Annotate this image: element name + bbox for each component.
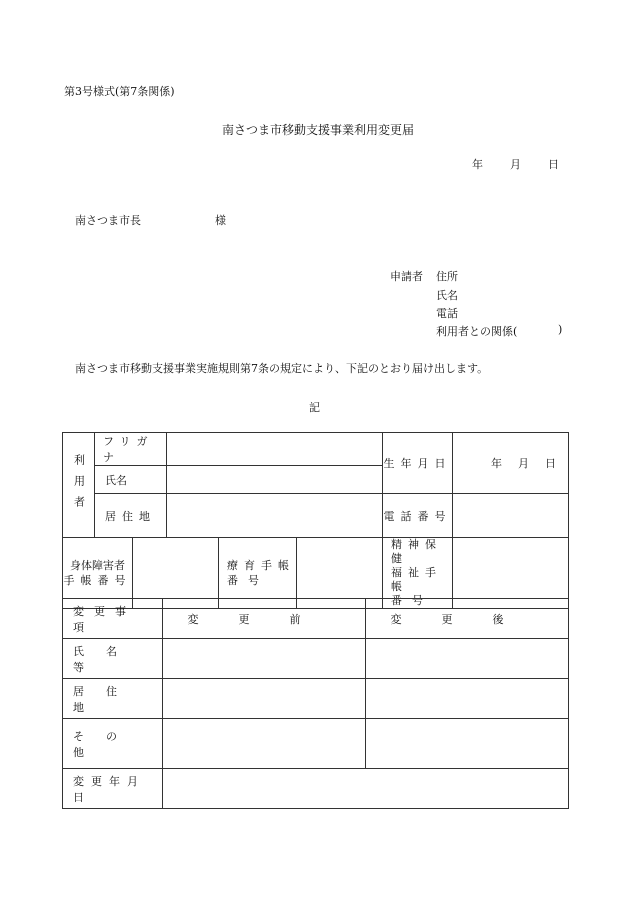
change-before-header bbox=[163, 599, 366, 639]
change-row-label-other-text: その他 bbox=[73, 729, 139, 759]
disability-label-2: 手帳番号 bbox=[63, 574, 132, 587]
name-label-text: 氏名 bbox=[105, 473, 127, 487]
change-row-name-after[interactable] bbox=[366, 639, 569, 679]
change-row-other-after[interactable] bbox=[366, 719, 569, 769]
birth-label-cell bbox=[383, 433, 453, 494]
birth-month: 月 bbox=[518, 457, 530, 470]
ki-heading: 記 bbox=[309, 401, 320, 414]
change-item-header-text bbox=[73, 603, 152, 635]
applicant-relation-label: 利用者との関係( bbox=[436, 325, 518, 338]
mental-label-3: 番号 bbox=[391, 594, 434, 607]
applicant-name-label: 氏名 bbox=[436, 289, 458, 302]
date-year: 年 bbox=[472, 158, 483, 171]
name-label bbox=[95, 472, 166, 488]
birth-day: 日 bbox=[545, 457, 557, 470]
document-title: 南さつま市移動支援事業利用変更届 bbox=[222, 123, 415, 137]
birth-label: 生年月日 bbox=[383, 457, 452, 470]
addressee-honorific: 様 bbox=[215, 214, 226, 227]
change-row-label-address-text: 居住地 bbox=[73, 684, 139, 714]
date-day: 日 bbox=[548, 158, 559, 171]
statement-text: 南さつま市移動支援事業実施規則第7条の規定により、下記のとおり届け出します。 bbox=[75, 362, 489, 375]
name-label-cell bbox=[95, 466, 167, 494]
mental-label-1: 精神保健 bbox=[391, 538, 443, 565]
applicant-relation-close: ) bbox=[558, 323, 563, 336]
address-label: 居住地 bbox=[105, 509, 156, 523]
furigana-label-cell bbox=[95, 433, 167, 466]
ryoiku-label-2: 番号 bbox=[227, 574, 270, 587]
change-after-header-label: 変更後 bbox=[390, 612, 544, 626]
change-row-address-after[interactable] bbox=[366, 679, 569, 719]
addressee-name: 南さつま市長 bbox=[75, 214, 141, 227]
change-item-header-label: 変更事項 bbox=[73, 604, 136, 634]
applicant-phone-label: 電話 bbox=[436, 307, 458, 320]
change-date-value[interactable] bbox=[163, 769, 569, 809]
user-label-cell bbox=[63, 433, 95, 538]
change-row-label-other bbox=[63, 719, 163, 769]
disability-label-1: 身体障害者 bbox=[70, 559, 125, 572]
change-row-address-before[interactable] bbox=[163, 679, 366, 719]
change-after-header bbox=[366, 599, 569, 639]
ryoiku-label-1: 療育手帳 bbox=[227, 559, 296, 572]
address-label-cell bbox=[95, 494, 167, 538]
date-month: 月 bbox=[510, 158, 521, 171]
user-info-table bbox=[62, 432, 569, 609]
change-table bbox=[62, 598, 569, 809]
birth-value[interactable] bbox=[453, 433, 569, 494]
change-before-header-label: 変更前 bbox=[187, 612, 341, 626]
change-date-label-text: 変更年月日 bbox=[73, 774, 145, 804]
change-row-label-address bbox=[63, 679, 163, 719]
change-item-header bbox=[63, 599, 163, 639]
change-row-label-name bbox=[63, 639, 163, 679]
furigana-value[interactable] bbox=[167, 433, 383, 466]
phone-value[interactable] bbox=[453, 494, 569, 538]
change-date-label bbox=[63, 769, 163, 809]
applicant-label: 申請者 bbox=[390, 270, 423, 283]
date-line bbox=[472, 156, 559, 172]
phone-label: 電話番号 bbox=[383, 509, 452, 523]
address-value[interactable] bbox=[167, 494, 383, 538]
change-row-other-before[interactable] bbox=[163, 719, 366, 769]
user-label: 利用者 bbox=[72, 453, 86, 517]
change-row-name-before[interactable] bbox=[163, 639, 366, 679]
birth-year: 年 bbox=[491, 457, 503, 470]
form-number: 第3号様式(第7条関係) bbox=[64, 85, 175, 98]
change-row-label-name-text: 氏名等 bbox=[73, 644, 139, 674]
applicant-address-label: 住所 bbox=[436, 270, 458, 283]
mental-label-2: 福祉手帳 bbox=[391, 566, 443, 593]
furigana-label: フリガナ bbox=[103, 435, 154, 464]
phone-label-cell bbox=[383, 494, 453, 538]
name-value[interactable] bbox=[167, 466, 383, 494]
